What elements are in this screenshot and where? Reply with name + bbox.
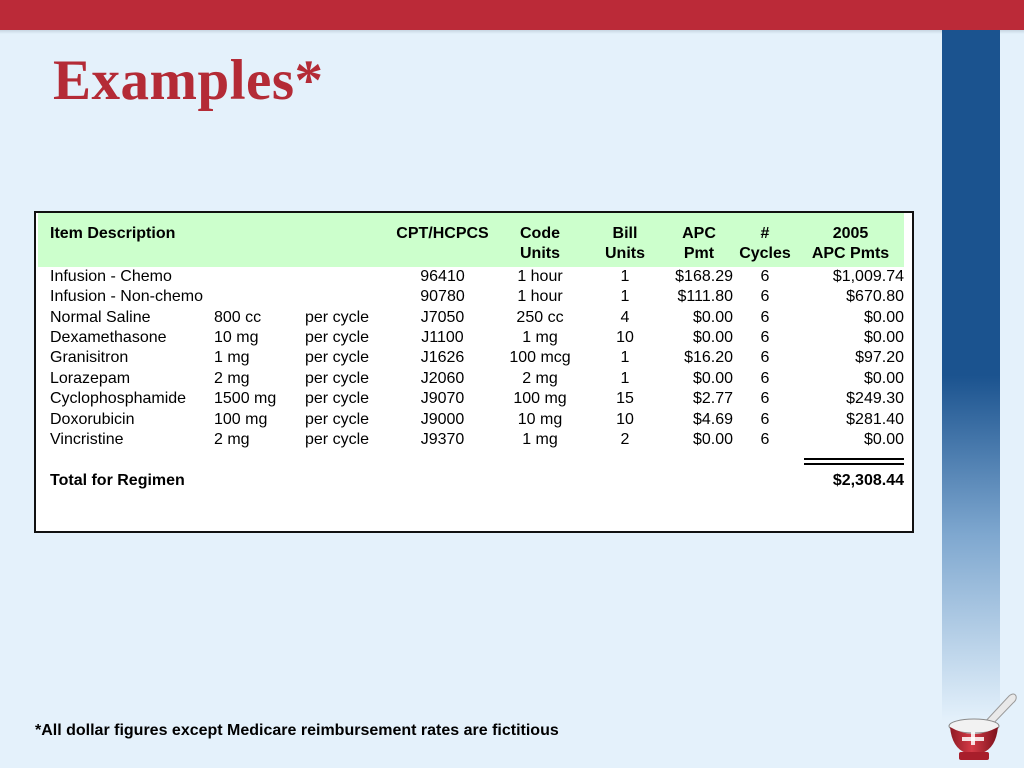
cell-code-units: 1 mg [522,431,558,449]
cell-apc-pmt: $0.00 [692,369,733,387]
cell-frequency: per cycle [305,410,370,428]
cell-apc-pmts: $1,009.74 [832,267,904,285]
cell-bill-units: 1 [620,369,630,387]
footnote: *All dollar figures except Medicare reimbursement rates are fictitious [35,722,559,739]
cell-apc-pmt: $168.29 [675,267,733,285]
table-row [38,410,904,430]
cell-dose: 1 mg [214,349,250,367]
table-row [38,287,904,307]
cell-cycles: 6 [760,349,770,367]
cell-bill-units: 10 [616,329,634,347]
cell-code-units: 100 mg [513,390,567,408]
cell-cycles: 6 [760,369,770,387]
cell-dose: 800 cc [214,308,262,326]
table-row [38,430,904,450]
cell-description: Infusion - Chemo [50,267,172,285]
cell-bill-units: 10 [616,410,634,428]
cell-apc-pmts: $0.00 [863,369,904,387]
cell-cycles: 6 [760,390,770,408]
cell-apc-pmt: $4.69 [692,410,733,428]
cell-apc-pmts: $281.40 [846,410,904,428]
cell-bill-units: 2 [620,431,630,449]
cell-cycles: 6 [760,410,770,428]
table-body [38,267,904,492]
cell-dose [214,287,305,307]
double-underline [804,458,904,465]
cell-code-units: 2 mg [522,369,558,387]
cell-dose: 10 mg [214,329,259,347]
top-banner-shadow [0,30,1024,34]
cell-frequency [305,267,390,287]
cell-description: Granisitron [50,349,129,367]
cell-bill-units: 4 [620,308,630,326]
cell-code-units: 1 hour [517,267,563,285]
cell-apc-pmt: $111.80 [677,288,733,306]
cell-apc-pmts: $0.00 [863,431,904,449]
cell-frequency: per cycle [305,349,370,367]
cell-description: Dexamethasone [50,329,167,347]
cell-frequency [305,287,390,307]
cell-cycles: 6 [760,431,770,449]
cell-apc-pmt: $16.20 [684,349,733,367]
table-row [38,328,904,348]
cell-code-units: 100 mcg [509,349,571,367]
header-code-units: Code Units [520,225,560,263]
cell-frequency: per cycle [305,431,370,449]
cell-apc-pmts: $0.00 [863,329,904,347]
cell-description: Doxorubicin [50,410,135,428]
examples-table [38,213,904,492]
header-cycles: # Cycles [739,225,791,263]
cell-cycles: 6 [760,267,770,285]
cell-code-units: 1 mg [522,329,558,347]
cell-code-units: 250 cc [516,308,564,326]
cell-description: Lorazepam [50,369,131,387]
table-row [38,308,904,328]
total-row [38,468,904,491]
total-separator-row [38,450,904,468]
cell-code: J7050 [420,308,465,326]
cell-dose [214,267,305,287]
cell-dose: 100 mg [214,410,268,428]
cell-code: 96410 [420,267,465,285]
cell-bill-units: 15 [616,390,634,408]
cell-apc-pmts: $249.30 [846,390,904,408]
cell-description: Normal Saline [50,308,151,326]
right-accent-stripe [942,30,1000,750]
cell-code-units: 10 mg [517,410,563,428]
cell-dose: 1500 mg [214,390,277,408]
table-row [38,348,904,368]
cell-frequency: per cycle [305,308,370,326]
cell-code: J1100 [421,329,464,347]
cell-cycles: 6 [760,308,770,326]
cell-code: 90780 [420,288,465,306]
top-banner [0,0,1024,30]
cell-frequency: per cycle [305,369,370,387]
header-apc-pmts-2005: 2005 APC Pmts [811,225,890,263]
cell-frequency: per cycle [305,329,370,347]
examples-table-box [34,211,914,533]
mortar-pestle-icon [943,688,1019,764]
cell-description: Infusion - Non-chemo [50,288,203,306]
cell-apc-pmt: $0.00 [692,431,733,449]
header-apc-pmt: APC Pmt [682,225,716,263]
cell-code: J9070 [420,390,465,408]
cell-apc-pmts: $0.00 [863,308,904,326]
cell-description: Cyclophosphamide [50,390,187,408]
cell-bill-units: 1 [620,288,630,306]
slide-title: Examples* [53,49,324,112]
cell-cycles: 6 [760,288,770,306]
cell-dose: 2 mg [214,431,250,449]
cell-code: J1626 [420,349,465,367]
cell-frequency: per cycle [305,390,370,408]
cell-apc-pmt: $0.00 [692,329,733,347]
table-row [38,267,904,287]
cell-code: J9370 [420,431,465,449]
cell-bill-units: 1 [620,267,630,285]
header-item-description: Item Description [50,225,176,242]
cell-apc-pmt: $2.77 [692,390,733,408]
header-cpt-hcpcs: CPT/HCPCS [396,225,489,242]
cell-cycles: 6 [760,329,770,347]
table-header-row [38,213,904,267]
cell-dose: 2 mg [214,369,250,387]
header-dose [214,213,305,267]
total-value: $2,308.44 [832,472,904,490]
cell-bill-units: 1 [620,349,630,367]
cell-code: J9000 [420,410,465,428]
total-label: Total for Regimen [50,472,185,490]
cell-code-units: 1 hour [517,288,563,306]
cell-apc-pmts: $670.80 [846,288,904,306]
cell-apc-pmts: $97.20 [855,349,904,367]
header-frequency [305,213,390,267]
cell-description: Vincristine [50,431,124,449]
table-row [38,369,904,389]
cell-code: J2060 [420,369,465,387]
cell-apc-pmt: $0.00 [692,308,733,326]
header-bill-units: Bill Units [605,225,645,263]
table-row [38,389,904,409]
